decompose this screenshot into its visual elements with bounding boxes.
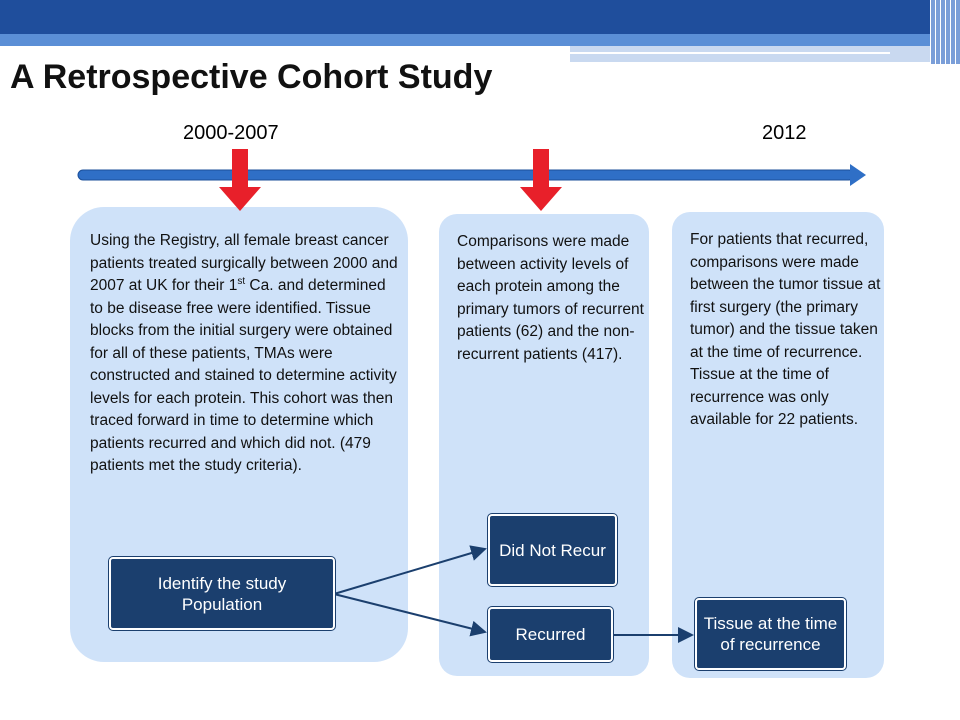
superscript: st	[237, 275, 246, 287]
timeline-start-label: 2000-2007	[183, 122, 279, 144]
arrow-to-did-not-recur	[334, 549, 485, 594]
panel-left-text: Using the Registry, all female breast cancer patients treated surgically between 2000 and 2007 at UK for their 1st Ca. and determined to be disease free were identified. Tissue blocks from the initial surgery were obtained for all of these patients, TMAs were constructed and stained to determine activity levels for each protein. This cohort was then traced forward in time to determine which patients recurred and which did not. (479 patients met the study criteria).	[90, 232, 398, 474]
timeline-arrow	[78, 164, 866, 186]
slide-title: A Retrospective Cohort Study	[10, 58, 493, 96]
recurred-box: Recurred	[488, 607, 613, 662]
tissue-at-recurrence-box: Tissue at the time of recurrence	[695, 598, 846, 670]
panel-middle-text: Comparisons were made between activity levels of each protein among the primary tumors of recurrent patients (62) and the non-recurrent patients (417).	[457, 233, 644, 363]
did-not-recur-box: Did Not Recur	[488, 514, 617, 586]
timeline-end-label: 2012	[762, 122, 807, 144]
arrow-to-recurred	[334, 594, 485, 632]
panel-right-text: For patients that recurred, comparisons were made between the tumor tissue at first surgery (the primary tumor) and the tissue taken at the time of recurrence. Tissue at the time of recurrence was only available for 22 patients.	[690, 231, 881, 428]
identify-population-box: Identify the study Population	[109, 557, 335, 630]
